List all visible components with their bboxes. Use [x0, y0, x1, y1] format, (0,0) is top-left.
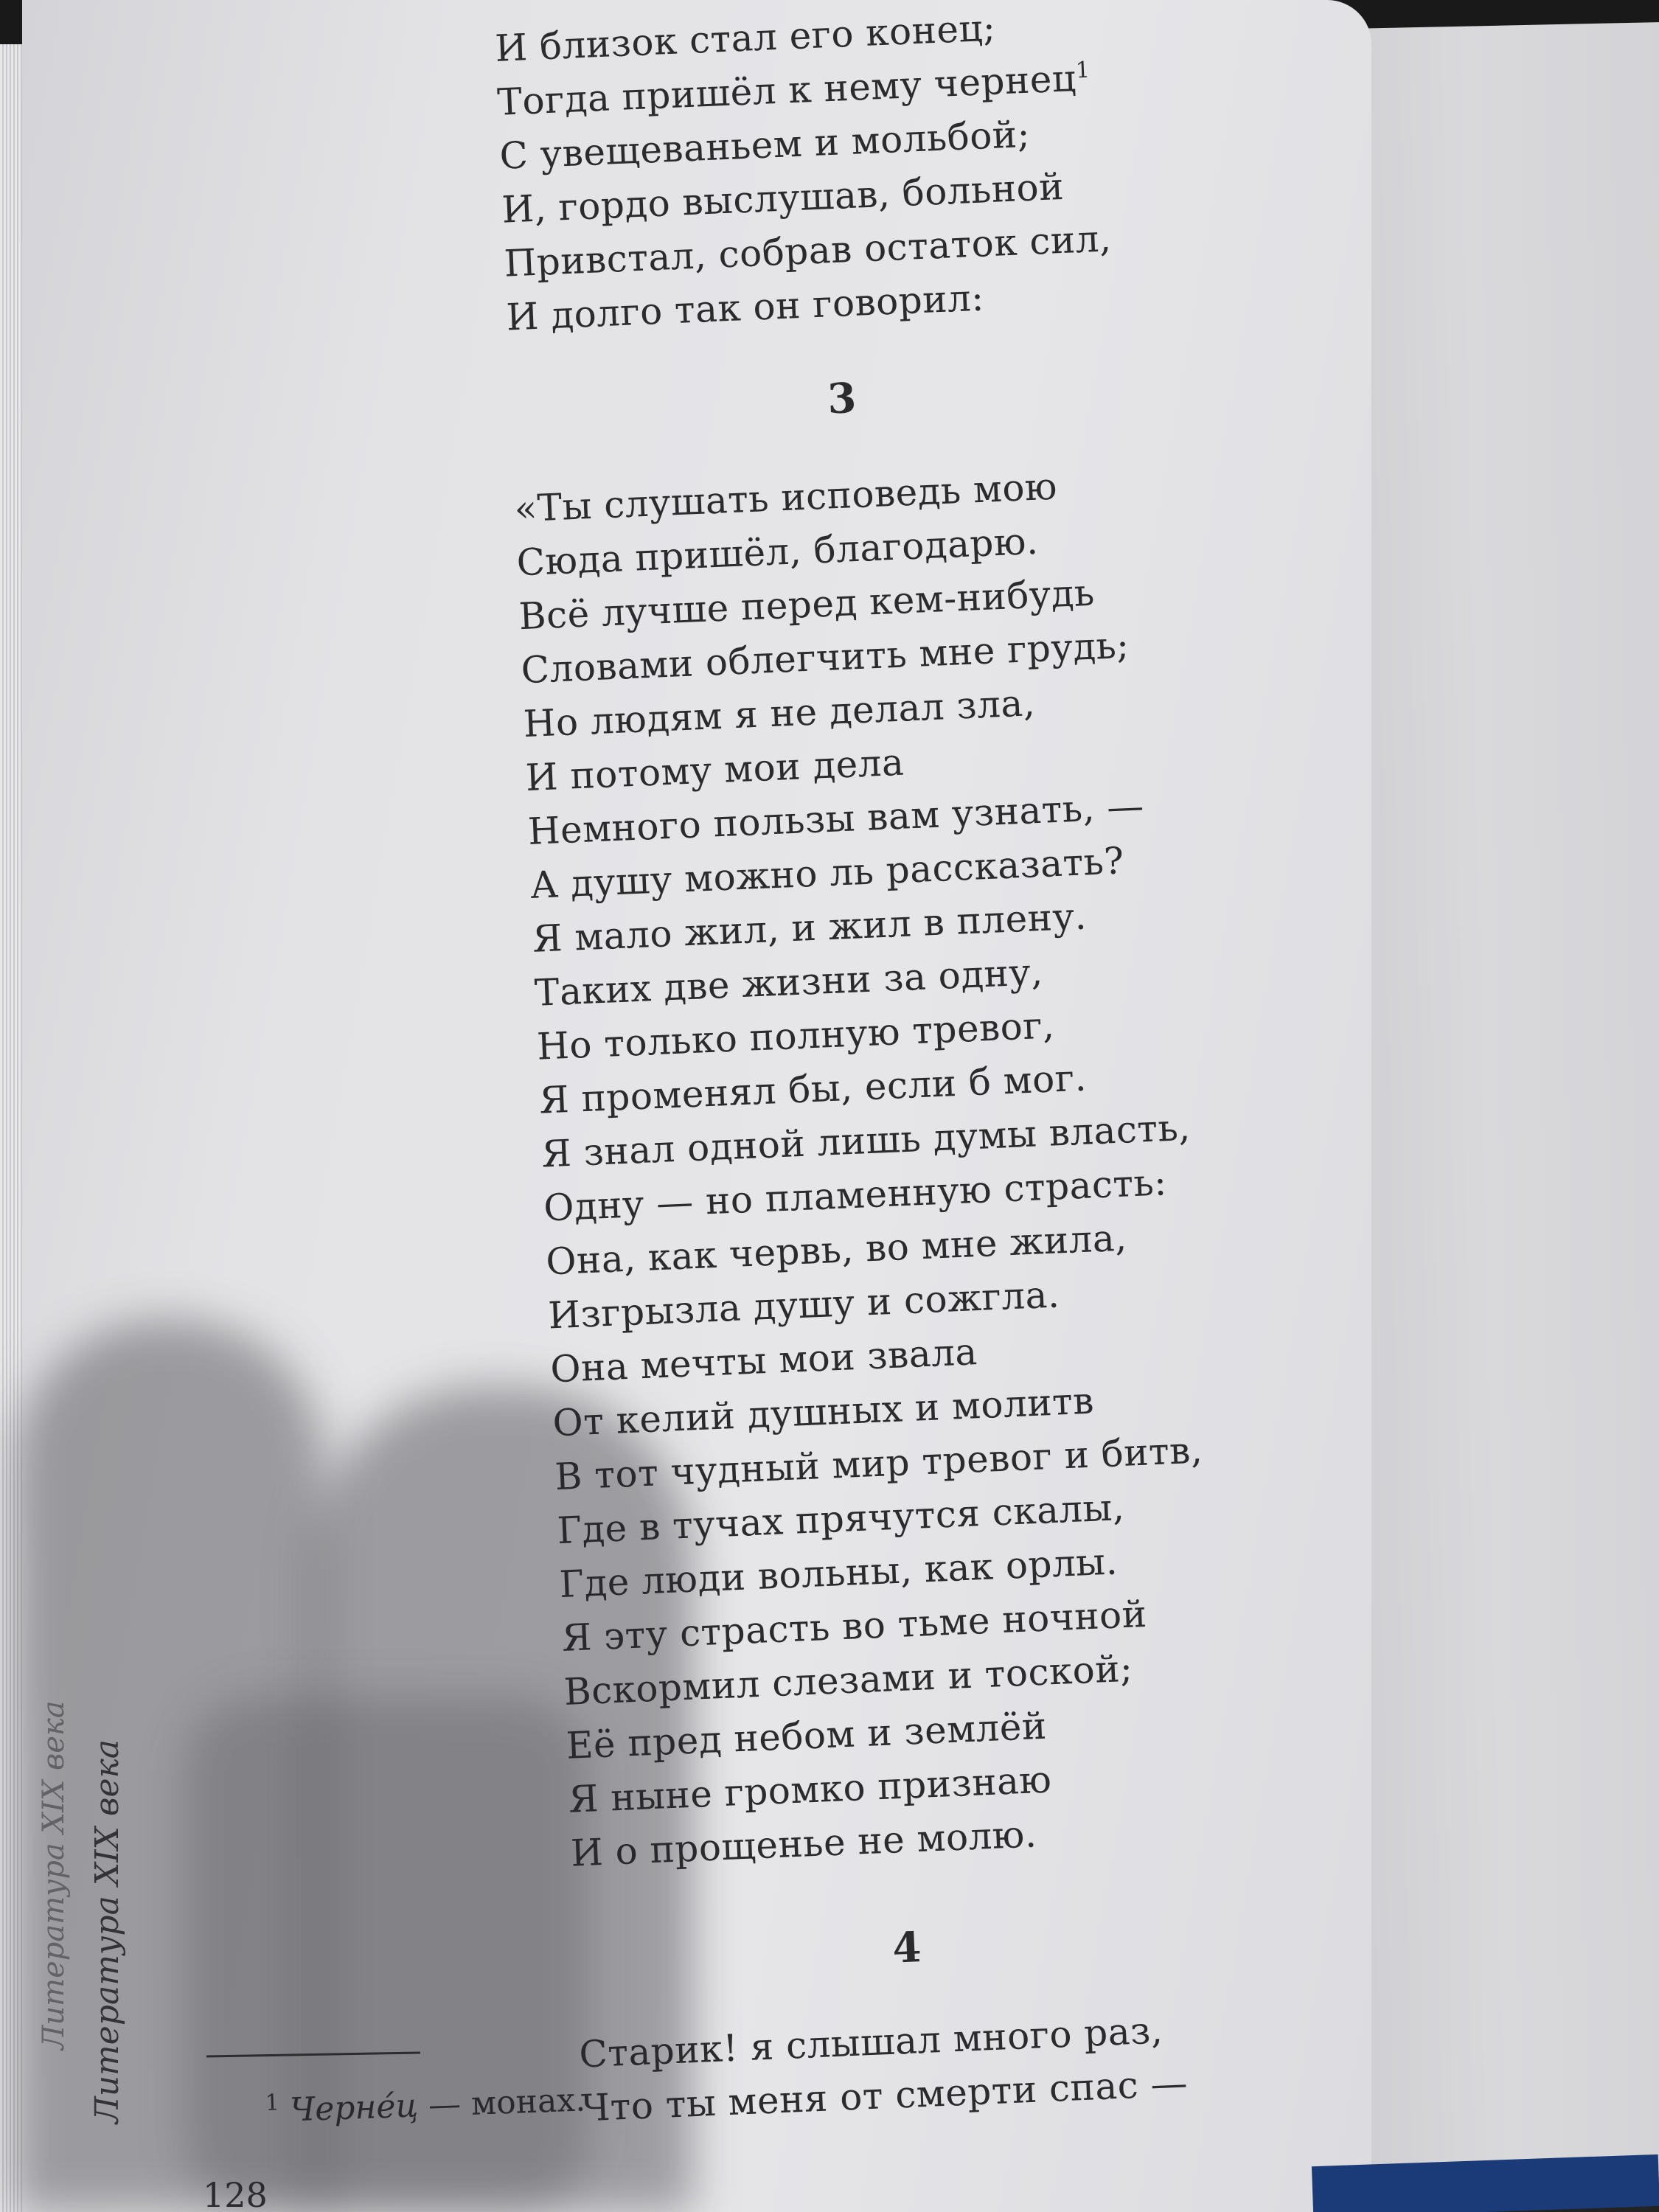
verse-line: Вскормил слезами и тоской; [563, 1646, 1134, 1714]
verse-line: «Ты слушать исповедь мою [513, 465, 1059, 531]
verse-line: Старик! я слышал много раз, [578, 2008, 1164, 2076]
footnote-term: Чернéц [289, 2087, 419, 2129]
verse-line: Я эту страсть во тьме ночной [560, 1592, 1148, 1660]
verse-line: С увещеваньем и мольбой; [498, 112, 1032, 178]
footnote-reference: 1 [1075, 57, 1091, 84]
verse-line: Что ты меня от смерти спас — [580, 2062, 1189, 2130]
verse-line: Всё лучше перед кем-нибудь [518, 571, 1096, 639]
verse-line: Где люди вольны, как орлы. [558, 1540, 1119, 1607]
verse-line: Где в тучах прячутся скалы, [556, 1485, 1126, 1553]
running-head: Литература XIX века [88, 1739, 126, 2124]
footnote-number: 1 [265, 2090, 280, 2116]
verse-line: Сюда пришёл, благодарю. [515, 519, 1040, 585]
verse-line: Она мечты мои звала [549, 1330, 978, 1391]
verse-line: Но людям я не делал зла, [522, 681, 1037, 746]
verse-line: И долго так он говорил: [505, 276, 985, 339]
verse-line: Немного пользы вам узнать, — [526, 785, 1145, 854]
running-head-previous-page: Литература XIX века [37, 1700, 71, 2050]
verse-line: Таких две жизни за одну, [533, 950, 1044, 1015]
verse-line: Я променял бы, если б мог. [538, 1056, 1088, 1122]
section-number-4: 4 [891, 1923, 922, 1973]
verse-line: Я ныне громко признаю [567, 1758, 1053, 1821]
verse-line: И, гордо выслушав, больной [501, 164, 1065, 232]
verse-line: В тот чудный мир тревог и битв, [554, 1428, 1204, 1499]
verse-line: Я знал одной лишь думы власть, [540, 1105, 1192, 1176]
page-number: 128 [203, 2175, 268, 2212]
verse-line: Одну — но пламенную страсть: [543, 1161, 1168, 1230]
verse-line: Я мало жил, и жил в плену. [531, 894, 1088, 961]
verse-line: И близок стал его конец; [494, 6, 997, 70]
verse-line: Её пред небом и землёй [565, 1704, 1048, 1767]
verse-line: Словами облегчить мне грудь; [520, 623, 1130, 692]
verse-line: От келий душных и молитв [552, 1379, 1095, 1445]
section-number-3: 3 [826, 373, 858, 424]
verse-line: И потому мои дела [524, 740, 905, 800]
footnote [265, 2081, 586, 2129]
verse-line: Она, как червь, во мне жила, [545, 1216, 1128, 1284]
verse-line: Изгрызла душу и сожгла. [547, 1273, 1061, 1338]
verse-line: А душу можно ль рассказать? [529, 839, 1125, 907]
verse-line: И о прощенье не молю. [569, 1812, 1038, 1875]
verse-line: Но только полную тревог, [536, 1004, 1056, 1068]
verse-text: Тогда пришёл к нему чернец [496, 57, 1077, 124]
footnote-divider [206, 2051, 420, 2057]
book-page [22, 0, 1371, 2212]
verse-line: Привстал, собрав остаток сил, [503, 217, 1113, 285]
poem-text [494, 0, 1408, 2135]
footnote-definition: — монах. [417, 2081, 586, 2125]
